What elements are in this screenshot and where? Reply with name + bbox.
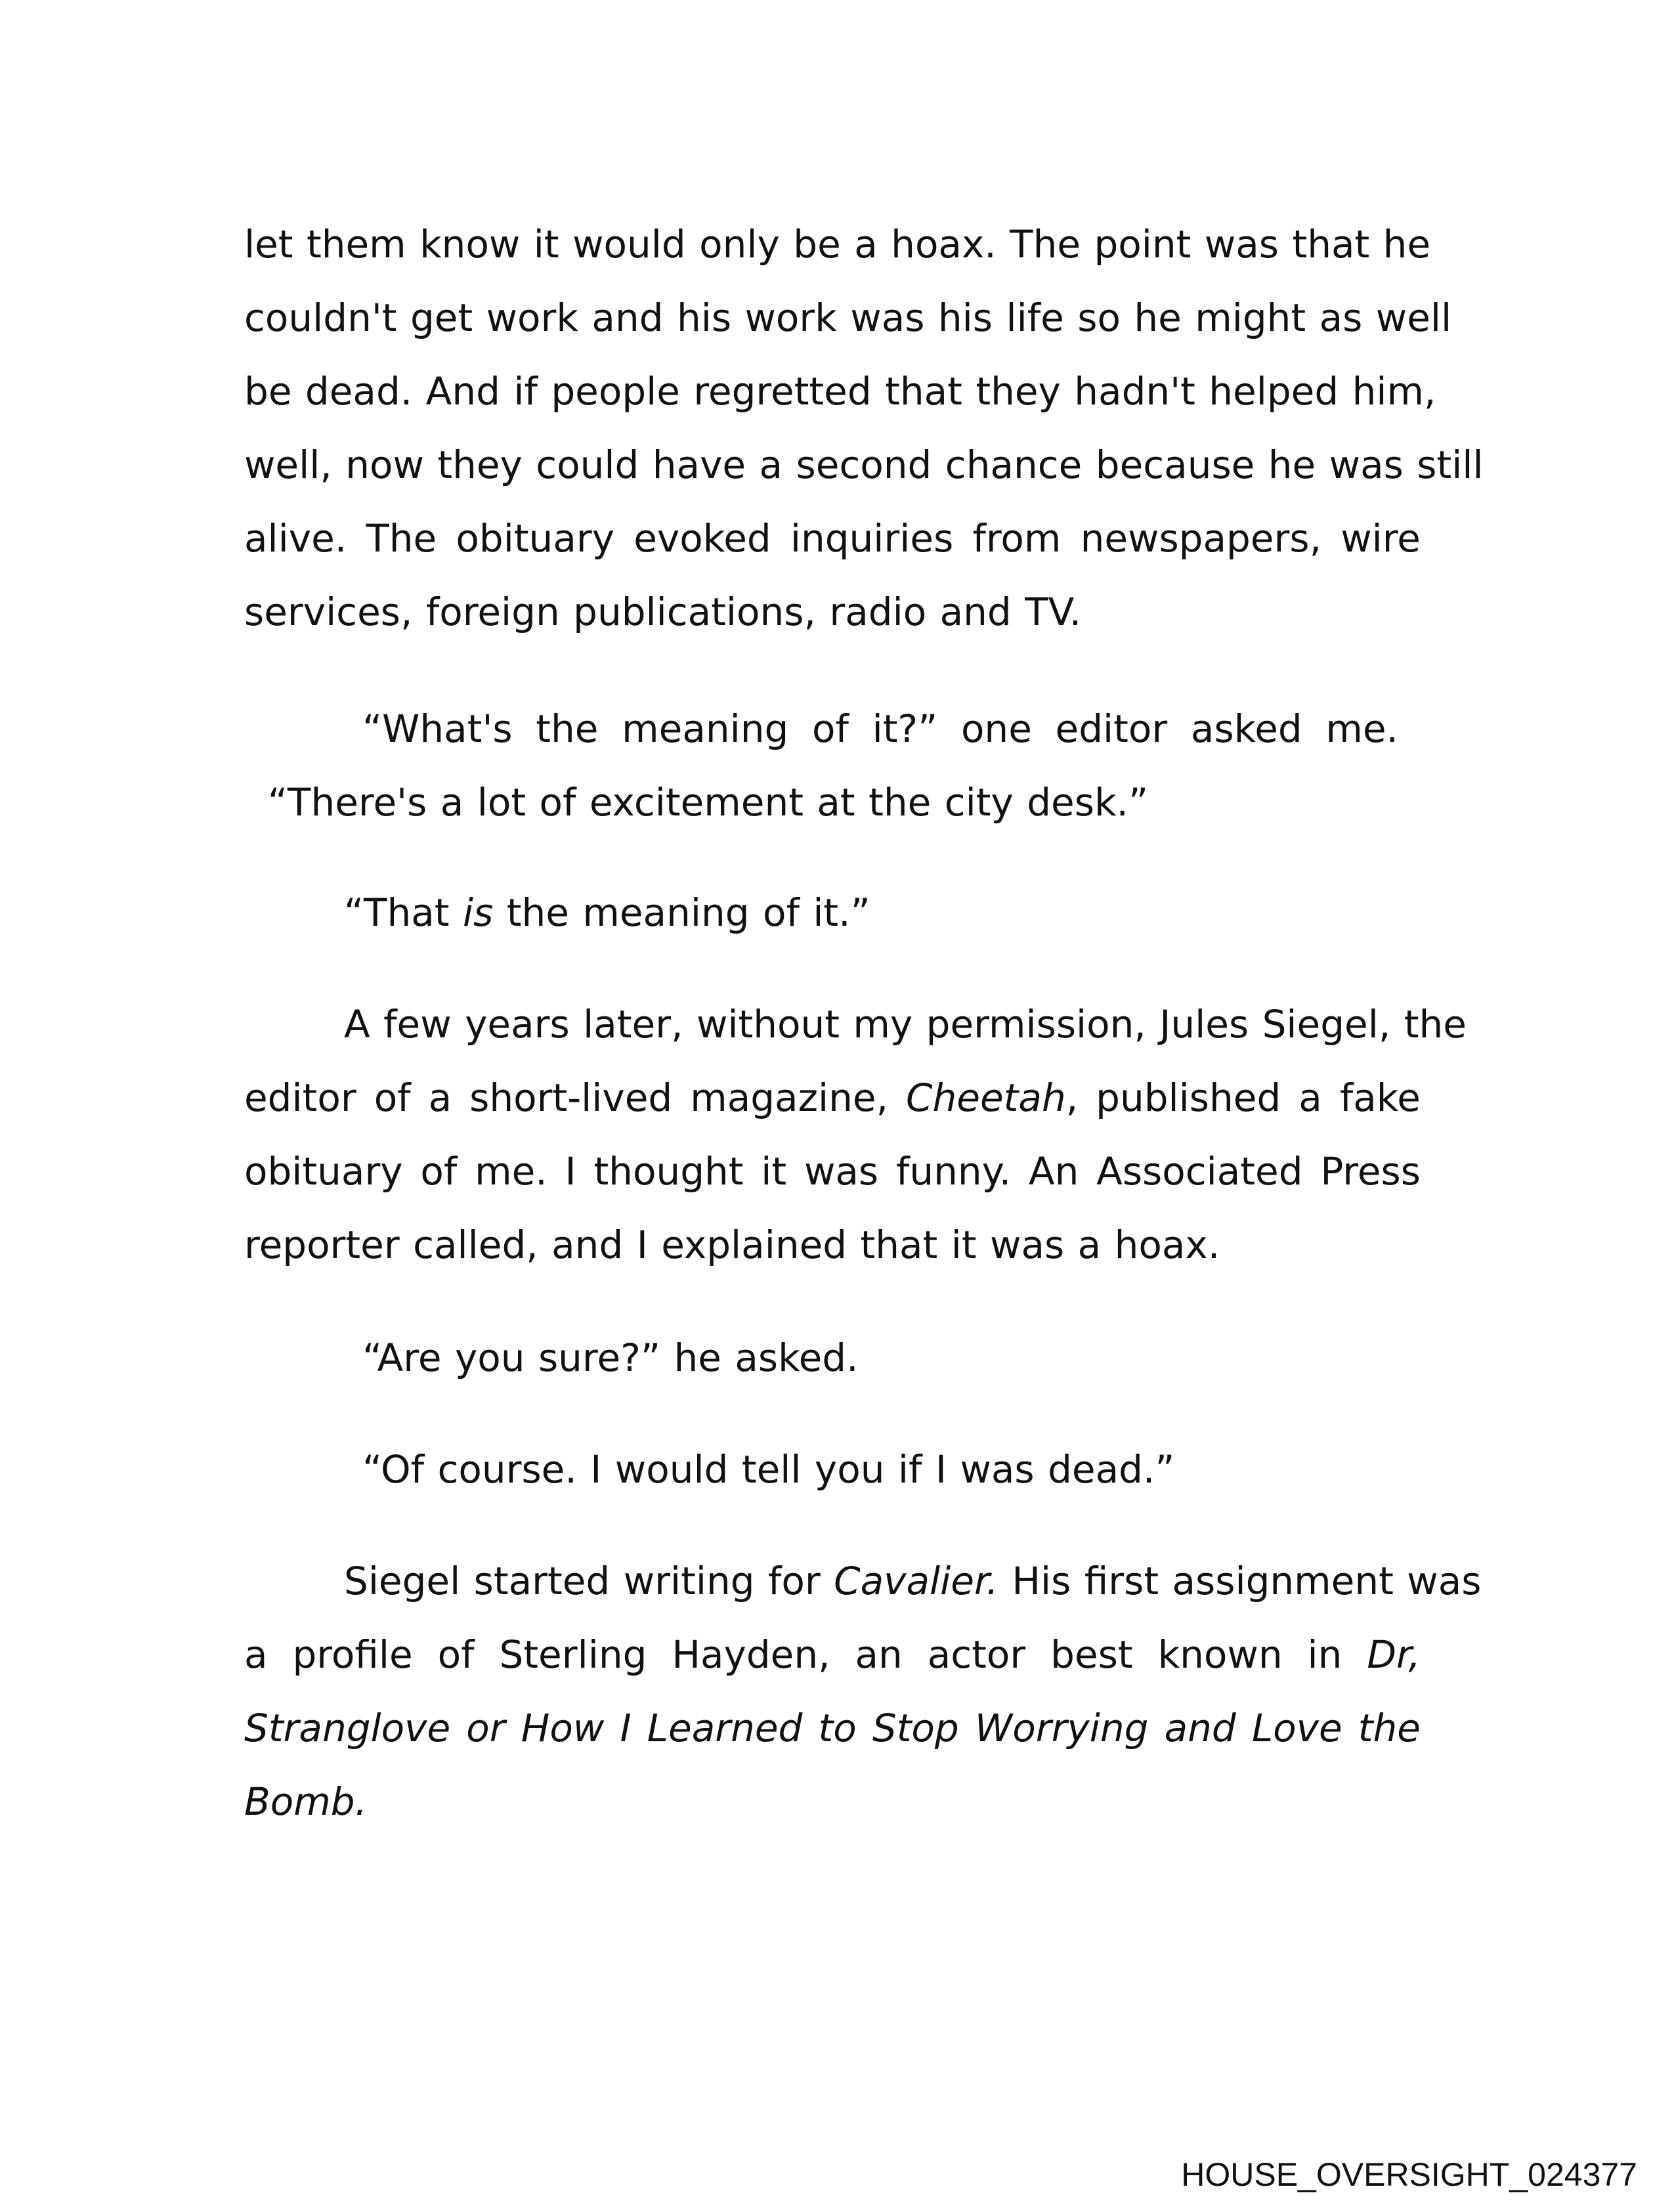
dialogue-2-emphasis: is	[462, 890, 494, 935]
paragraph-1-line-1: let them know it would only be a hoax. The point was that he	[244, 222, 1431, 267]
film-title-part-2: Stranglove or How I Learned to Stop Worrying and Love the	[244, 1706, 1421, 1750]
dialogue-1-line-1: “What's the meaning of it?” one editor asked me.	[362, 706, 1398, 751]
paragraph-1-line-3: be dead. And if people regretted that they hadn't helped him,	[244, 369, 1436, 414]
paragraph-2-line-3: obituary of me. I thought it was funny. An Associated Press	[244, 1149, 1421, 1194]
paragraph-1-line-2: couldn't get work and his work was his life so he might as well	[244, 295, 1452, 340]
paragraph-3-line-1-before: Siegel started writing for	[344, 1559, 834, 1603]
paragraph-2-line-2	[244, 1061, 1421, 1135]
paragraph-2-line-2-before: editor of a short-lived magazine,	[244, 1075, 907, 1120]
bates-number: HOUSE_OVERSIGHT_024377	[1181, 2156, 1637, 2193]
paragraph-3-line-3	[244, 1691, 1421, 1765]
dialogue-1-line-2: “There's a lot of excitement at the city desk.”	[268, 780, 1149, 825]
paragraph-2-line-1: A few years later, without my permission, Jules Siegel, the	[344, 1002, 1467, 1047]
magazine-title-cavalier: Cavalier.	[834, 1559, 998, 1603]
dialogue-2-after: the meaning of it.”	[493, 890, 870, 935]
paragraph-3-line-4	[244, 1765, 367, 1838]
paragraph-3-line-1	[344, 1544, 1482, 1618]
paragraph-1-line-6: services, foreign publications, radio and TV.	[244, 590, 1082, 634]
paragraph-1-line-5: alive. The obituary evoked inquiries from newspapers, wire	[244, 516, 1421, 561]
paragraph-3-line-1-after: His first assignment was	[998, 1559, 1482, 1603]
dialogue-4-line: “Of course. I would tell you if I was dead.”	[362, 1447, 1175, 1492]
dialogue-2-line	[344, 876, 870, 949]
dialogue-2-before: “That	[344, 890, 463, 935]
film-title-part-1: Dr,	[1367, 1632, 1421, 1677]
paragraph-2-line-2-after: , published a fake	[1065, 1075, 1421, 1120]
paragraph-3-line-2-before: a profile of Sterling Hayden, an actor best known in	[244, 1632, 1367, 1677]
dialogue-3-line: “Are you sure?” he asked.	[362, 1335, 859, 1380]
magazine-title-cheetah: Cheetah	[906, 1075, 1066, 1120]
paragraph-2-line-4: reporter called, and I explained that it was a hoax.	[244, 1223, 1220, 1267]
paragraph-3-line-2	[244, 1618, 1421, 1691]
film-title-part-3: Bomb.	[244, 1779, 368, 1824]
paragraph-1-line-4: well, now they could have a second chance because he was still	[244, 443, 1484, 487]
